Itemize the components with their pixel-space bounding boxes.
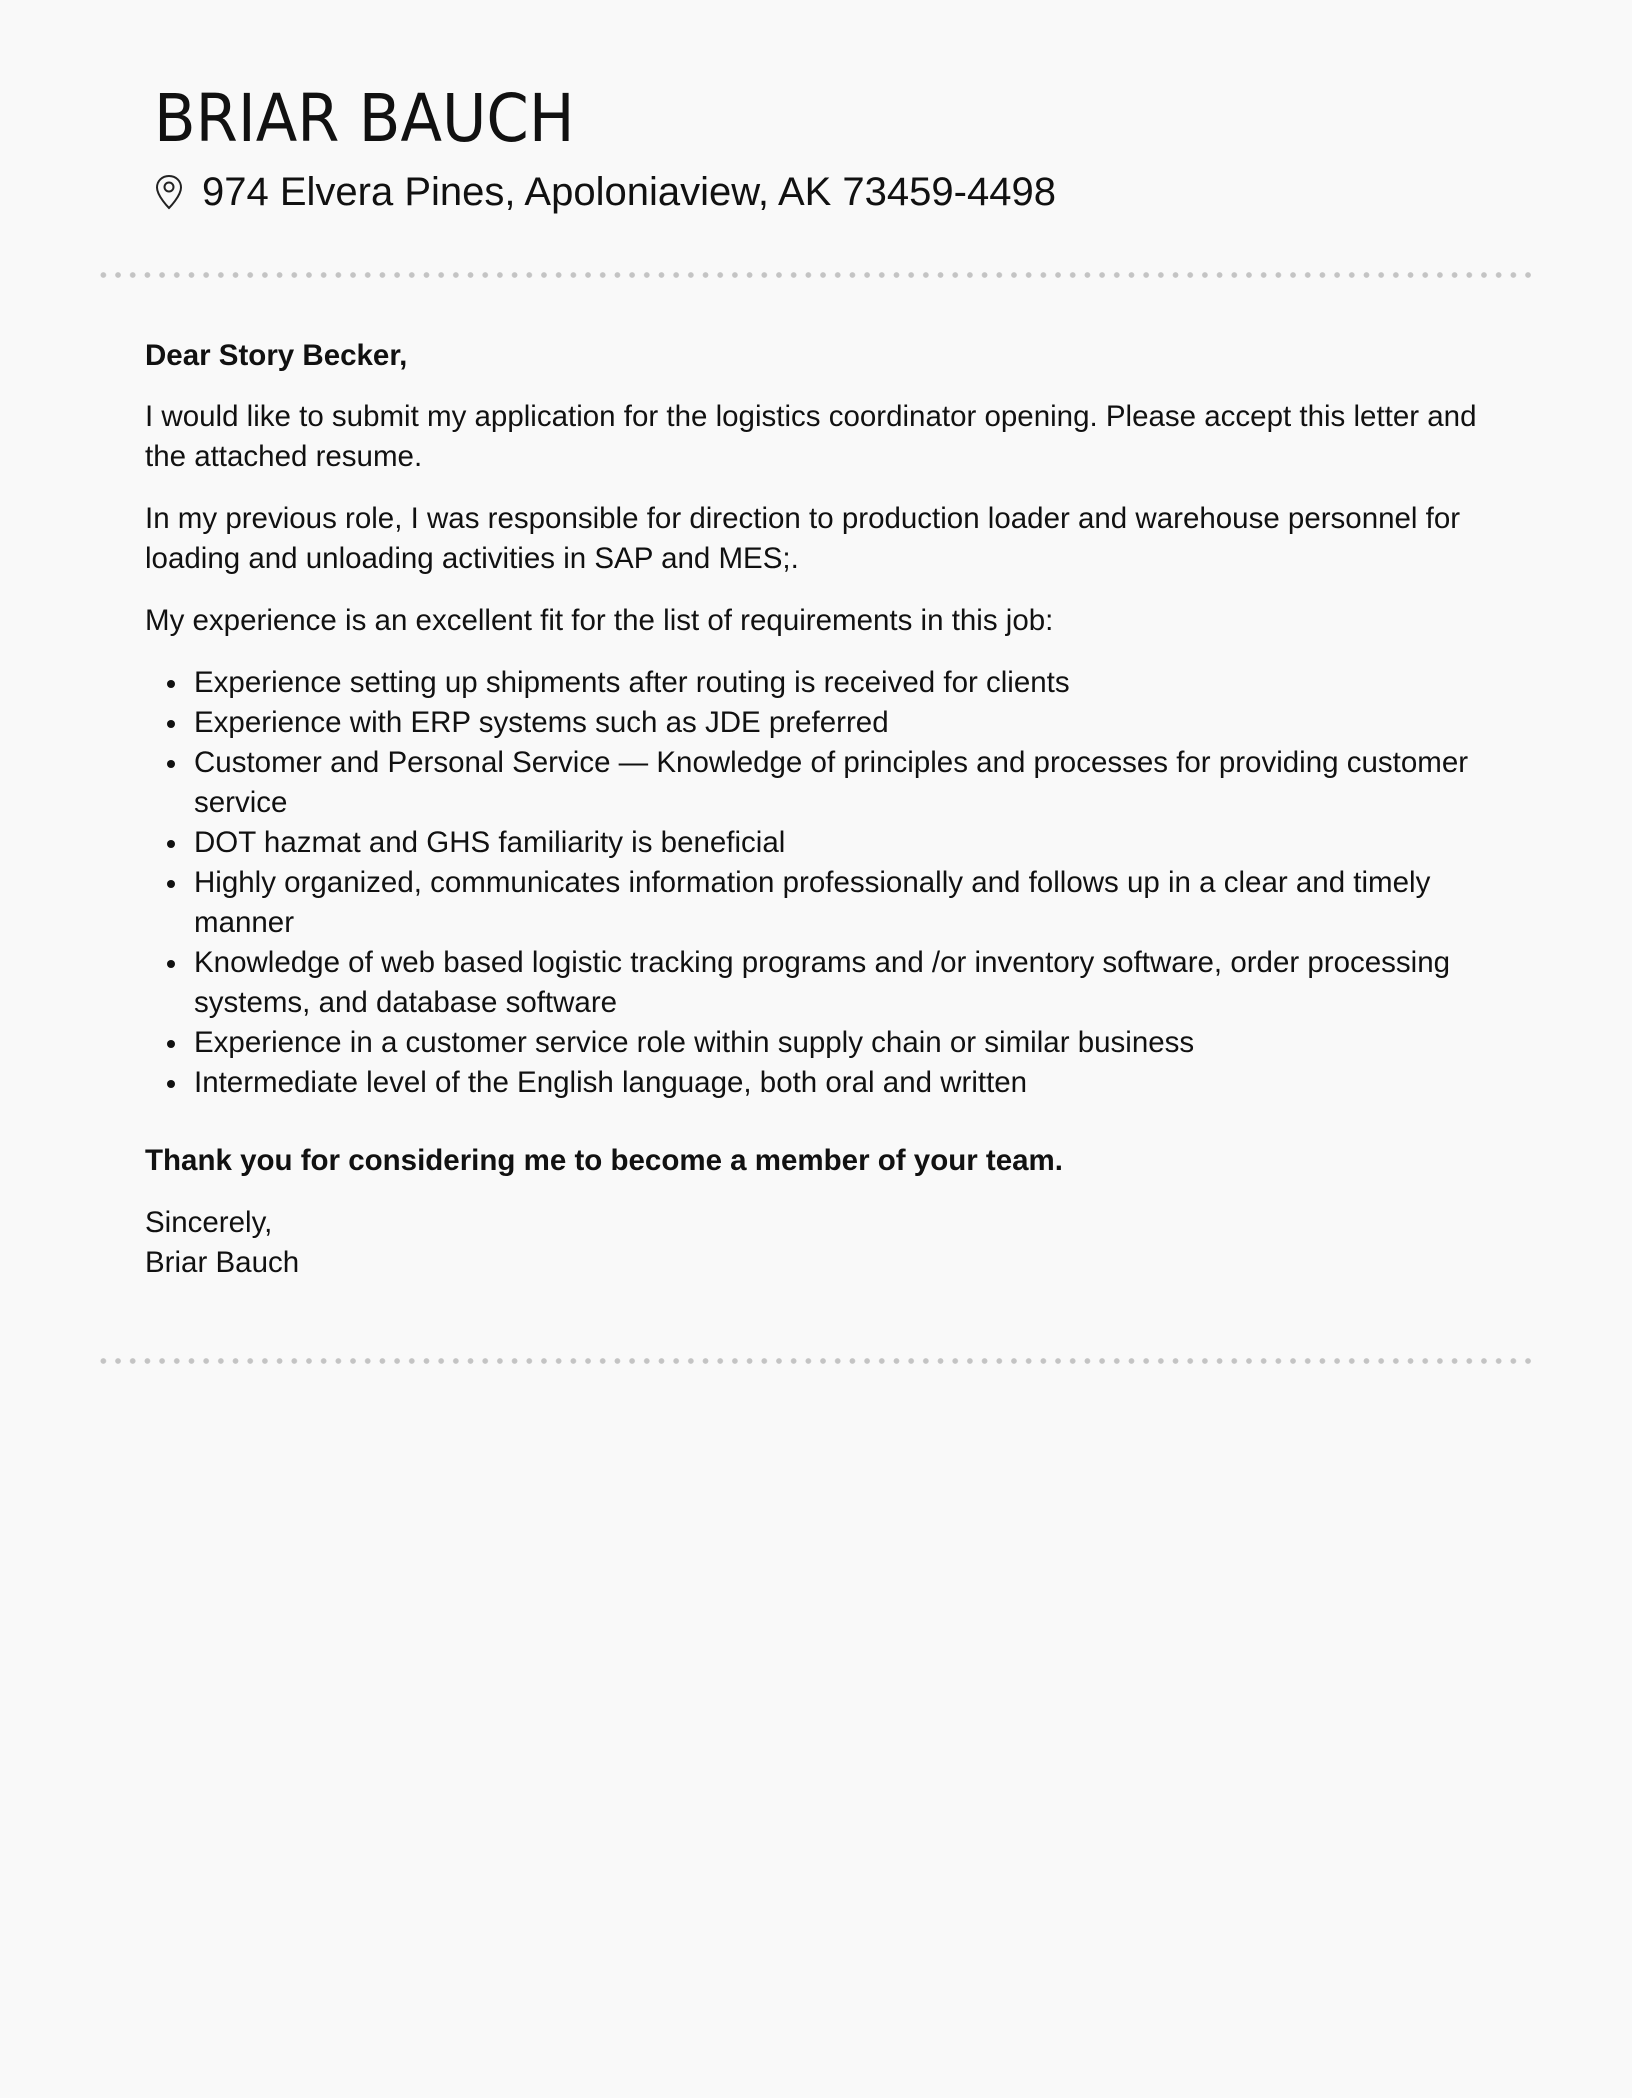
letter-body xyxy=(145,336,1505,1283)
list-item xyxy=(145,1063,1505,1103)
list-item-text: DOT hazmat and GHS familiarity is beneficial xyxy=(194,826,786,859)
bullet-icon xyxy=(167,720,175,728)
list-item-text: Knowledge of web based logistic tracking programs and /or inventory software, order processing systems, and database software xyxy=(194,946,1451,1019)
list-item-text: Experience setting up shipments after routing is received for clients xyxy=(194,666,1070,699)
top-dotted-divider xyxy=(96,271,1536,279)
applicant-name: BRIAR BAUCH xyxy=(154,80,575,157)
bullet-icon xyxy=(167,960,175,968)
bullet-icon xyxy=(167,1080,175,1088)
list-item xyxy=(145,823,1505,863)
map-pin-icon xyxy=(154,174,184,210)
requirements-intro: My experience is an excellent fit for the list of requirements in this job: xyxy=(145,604,1054,637)
bullet-icon xyxy=(167,1040,175,1048)
list-item xyxy=(145,1023,1505,1063)
closing-statement: Thank you for considering me to become a member of your team. xyxy=(145,1144,1063,1177)
bullet-icon xyxy=(167,840,175,848)
list-item xyxy=(145,943,1505,1023)
address-row xyxy=(154,164,1534,220)
requirements-list xyxy=(145,663,1505,1103)
list-item-text: Customer and Personal Service — Knowledge of principles and processes for providing customer service xyxy=(194,746,1469,819)
bullet-icon xyxy=(167,760,175,768)
list-item-text: Experience with ERP systems such as JDE preferred xyxy=(194,706,889,739)
list-item-text: Experience in a customer service role within supply chain or similar business xyxy=(194,1026,1195,1059)
list-item-text: Intermediate level of the English language, both oral and written xyxy=(194,1066,1028,1099)
bullet-icon xyxy=(167,880,175,888)
list-item xyxy=(145,703,1505,743)
letter-header xyxy=(154,78,1534,220)
experience-paragraph: In my previous role, I was responsible for direction to production loader and warehouse personnel for loading and unloading activities in SAP and MES;. xyxy=(145,502,1461,575)
address-text: 974 Elvera Pines, Apoloniaview, AK 73459-4498 xyxy=(202,170,1056,214)
list-item xyxy=(145,663,1505,703)
bullet-icon xyxy=(167,680,175,688)
list-item-text: Highly organized, communicates information professionally and follows up in a clear and timely manner xyxy=(194,866,1431,939)
signature-name: Briar Bauch xyxy=(145,1246,300,1279)
list-item xyxy=(145,863,1505,943)
salutation: Dear Story Becker, xyxy=(145,339,408,372)
list-item xyxy=(145,743,1505,823)
signoff: Sincerely, xyxy=(145,1206,273,1239)
intro-paragraph: I would like to submit my application for the logistics coordinator opening. Please accept this letter and the attached resume. xyxy=(145,400,1477,473)
bottom-dotted-divider xyxy=(96,1357,1536,1365)
